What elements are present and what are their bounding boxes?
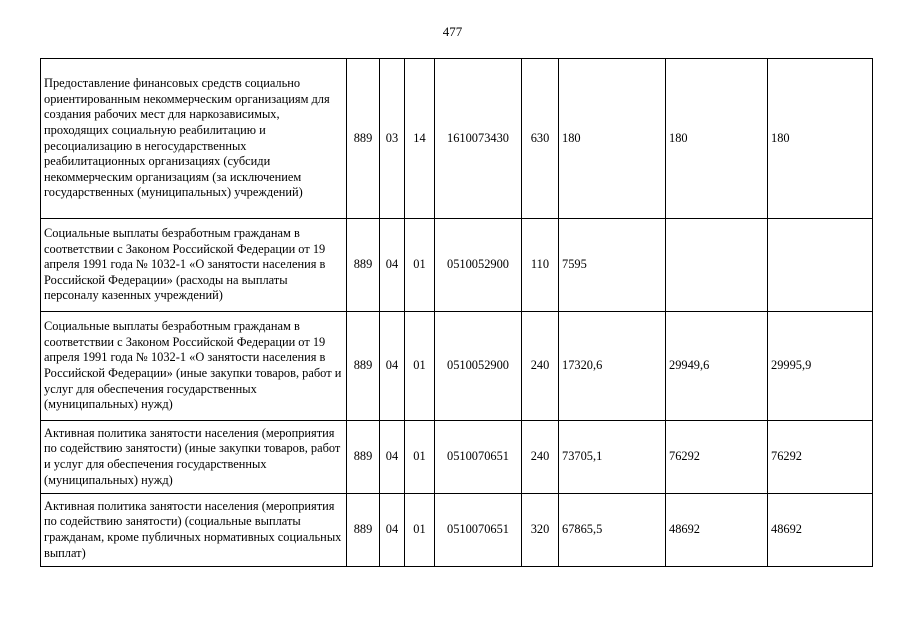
table-row (41, 421, 873, 494)
section-code: 04 (380, 219, 405, 312)
ministry-code: 889 (347, 312, 380, 421)
row-description: Социальные выплаты безработным гражданам в соответствии с Законом Российской Федерации от 19 апреля 1991 года № 1032-1 «О занятости населения в Российской Федерации» (иные закупки товаров, работ и услуг для обеспечения государственных (муниципальных) нужд) (41, 312, 347, 421)
target-article-code: 0510052900 (435, 312, 522, 421)
subsection-code: 01 (405, 219, 435, 312)
ministry-code: 889 (347, 421, 380, 494)
amount-year-3: 48692 (768, 494, 873, 567)
amount-year-2: 76292 (666, 421, 768, 494)
amount-year-2 (666, 219, 768, 312)
expense-type-code: 320 (522, 494, 559, 567)
amount-year-2: 48692 (666, 494, 768, 567)
target-article-code: 0510052900 (435, 219, 522, 312)
table-row (41, 219, 873, 312)
amount-year-1: 180 (559, 59, 666, 219)
section-code: 04 (380, 494, 405, 567)
amount-year-2: 29949,6 (666, 312, 768, 421)
table-row (41, 494, 873, 567)
amount-year-1: 7595 (559, 219, 666, 312)
target-article-code: 0510070651 (435, 421, 522, 494)
section-code: 04 (380, 312, 405, 421)
table-row (41, 59, 873, 219)
amount-year-3: 180 (768, 59, 873, 219)
row-description: Активная политика занятости населения (мероприятия по содействию занятости) (социальные выплаты гражданам, кроме публичных нормативных социальных выплат) (41, 494, 347, 567)
ministry-code: 889 (347, 219, 380, 312)
amount-year-3: 76292 (768, 421, 873, 494)
amount-year-2: 180 (666, 59, 768, 219)
section-code: 04 (380, 421, 405, 494)
amount-year-1: 73705,1 (559, 421, 666, 494)
amount-year-3 (768, 219, 873, 312)
expense-type-code: 110 (522, 219, 559, 312)
expense-type-code: 240 (522, 312, 559, 421)
subsection-code: 01 (405, 312, 435, 421)
expense-type-code: 630 (522, 59, 559, 219)
amount-year-3: 29995,9 (768, 312, 873, 421)
page-number: 477 (442, 24, 463, 39)
amount-year-1: 17320,6 (559, 312, 666, 421)
ministry-code: 889 (347, 59, 380, 219)
target-article-code: 0510070651 (435, 494, 522, 567)
amount-year-1: 67865,5 (559, 494, 666, 567)
row-description: Предоставление финансовых средств социально ориентированным некоммерческим организациям для создания рабочих мест для наркозависимых, проходящих социальную реабилитацию и ресоциализацию в негосударственных реабилитационных организациях (субсиди некоммерческим организациям (за исключением государственных (муниципальных) учреждений) (41, 59, 347, 219)
section-code: 03 (380, 59, 405, 219)
ministry-code: 889 (347, 494, 380, 567)
expense-type-code: 240 (522, 421, 559, 494)
subsection-code: 14 (405, 59, 435, 219)
row-description: Активная политика занятости населения (мероприятия по содействию занятости) (иные закупки товаров, работ и услуг для обеспечения государственных (муниципальных) нужд) (41, 421, 347, 494)
budget-table (40, 58, 873, 567)
subsection-code: 01 (405, 421, 435, 494)
subsection-code: 01 (405, 494, 435, 567)
target-article-code: 1610073430 (435, 59, 522, 219)
table-row (41, 312, 873, 421)
row-description: Социальные выплаты безработным гражданам в соответствии с Законом Российской Федерации от 19 апреля 1991 года № 1032-1 «О занятости населения в Российской Федерации» (расходы на выплаты персоналу казенных учреждений) (41, 219, 347, 312)
